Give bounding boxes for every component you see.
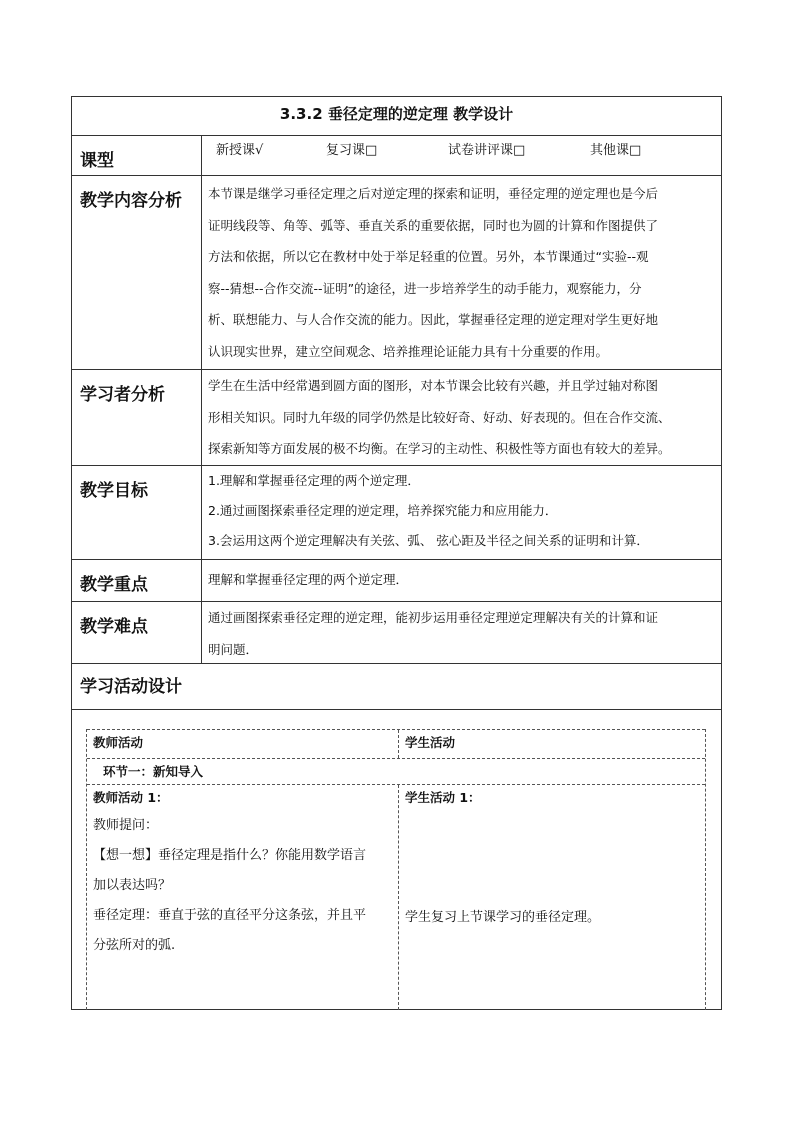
- paragraph-line: 认识现实世界，建立空间观念、培养推理论证能力具有十分重要的作用。: [208, 343, 609, 359]
- teacher-line: 垂径定理：垂直于弦的直径平分这条弦，并且平: [93, 908, 367, 923]
- key-points-row: [72, 559, 721, 601]
- teacher-activity-cell: [87, 785, 399, 1010]
- teacher-line: 分弦所对的弧.: [93, 938, 176, 953]
- activity-design-title: 学习活动设计: [80, 677, 182, 697]
- student-activity-header: 学生活动: [405, 735, 456, 750]
- paragraph-line: 察--猜想--合作交流--证明”的途径，进一步培养学生的动手能力，观察能力，分: [208, 280, 642, 296]
- paragraph-line: 析、联想能力、与人合作交流的能力。因此，掌握垂径定理的逆定理对学生更好地: [208, 312, 659, 327]
- teacher-activity-title: 教师活动 1：: [93, 790, 169, 805]
- paragraph-line: 形相关知识。同时九年级的同学仍然是比较好奇、好动、好表现的。但在合作交流、: [208, 409, 671, 425]
- activity-header-row: [87, 729, 705, 758]
- teacher-activity-header: 教师活动: [87, 730, 399, 758]
- goal-item: 2.通过画图探索垂径定理的逆定理，培养探究能力和应用能力．: [208, 503, 558, 518]
- option-new-lesson: 新授课√: [216, 143, 264, 158]
- student-activity-cell: [399, 785, 705, 1010]
- teacher-line: 加以表达吗？: [93, 878, 172, 893]
- page-title: [72, 97, 721, 135]
- step-title: 环节一：新知导入: [103, 764, 204, 779]
- step-row: [87, 758, 705, 784]
- paragraph-line: 本节课是继学习垂径定理之后对逆定理的探索和证明，垂径定理的逆定理也是今后: [208, 186, 659, 201]
- activity-table: [86, 729, 706, 1010]
- activity-content-row: [87, 784, 705, 1010]
- content-analysis-text: [202, 176, 721, 369]
- key-points-text: 理解和掌握垂径定理的两个逆定理．: [208, 572, 409, 587]
- content-analysis-row: [72, 175, 721, 369]
- title-text: 3.3.2 垂径定理的逆定理 教学设计: [279, 105, 514, 123]
- paragraph-line: 学生在生活中经常遇到圆方面的图形，对本节课会比较有兴趣，并且学过轴对称图: [208, 378, 659, 393]
- paragraph-line: 探索新知等方面发展的极不均衡。在学习的主动性、积极性等方面也有较大的差异。: [208, 441, 671, 456]
- paragraph-line: 通过画图探索垂径定理的逆定理，能初步运用垂径定理逆定理解决有关的计算和证: [208, 610, 659, 625]
- activity-design-row: [72, 663, 721, 709]
- teaching-goals-row: [72, 465, 721, 559]
- paragraph-line: 方法和依据，所以它在教材中处于举足轻重的位置。另外，本节课通过“实验--观: [208, 249, 649, 264]
- option-review-lesson: 复习课□: [326, 143, 378, 158]
- teaching-goals-label: 教学目标: [72, 466, 202, 559]
- option-other-lesson: 其他课□: [590, 143, 642, 158]
- lesson-type-label: 课型: [72, 136, 202, 175]
- teacher-line: 【想一想】垂径定理是指什么？你能用数学语言: [93, 848, 367, 863]
- key-points-label: 教学重点: [72, 560, 202, 601]
- learner-analysis-row: [72, 369, 721, 465]
- difficulties-label: 教学难点: [72, 602, 202, 663]
- teacher-line: 教师提问：: [93, 818, 159, 833]
- teaching-goals-list: [202, 466, 721, 559]
- paragraph-line: 证明线段等、角等、弧等、垂直关系的重要依据，同时也为圆的计算和作图提供了: [208, 217, 659, 233]
- goal-item: 3.会运用这两个逆定理解决有关弦、弧、 弦心距及半径之间关系的证明和计算．: [208, 533, 649, 548]
- student-activity-text: 学生复习上节课学习的垂径定理。: [405, 910, 601, 925]
- content-analysis-label: 教学内容分析: [72, 176, 202, 369]
- difficulties-row: [72, 601, 721, 663]
- student-activity-title: 学生活动 1：: [405, 790, 481, 805]
- learner-analysis-label: 学习者分析: [72, 370, 202, 465]
- paragraph-line: 明问题．: [208, 641, 259, 657]
- lesson-type-row: [72, 135, 721, 175]
- option-exam-review-lesson: 试卷讲评课□: [448, 143, 526, 158]
- learner-analysis-text: [202, 370, 721, 465]
- difficulties-text: [202, 602, 721, 663]
- lesson-type-options: [202, 136, 721, 175]
- goal-item: 1.理解和掌握垂径定理的两个逆定理．: [208, 473, 420, 488]
